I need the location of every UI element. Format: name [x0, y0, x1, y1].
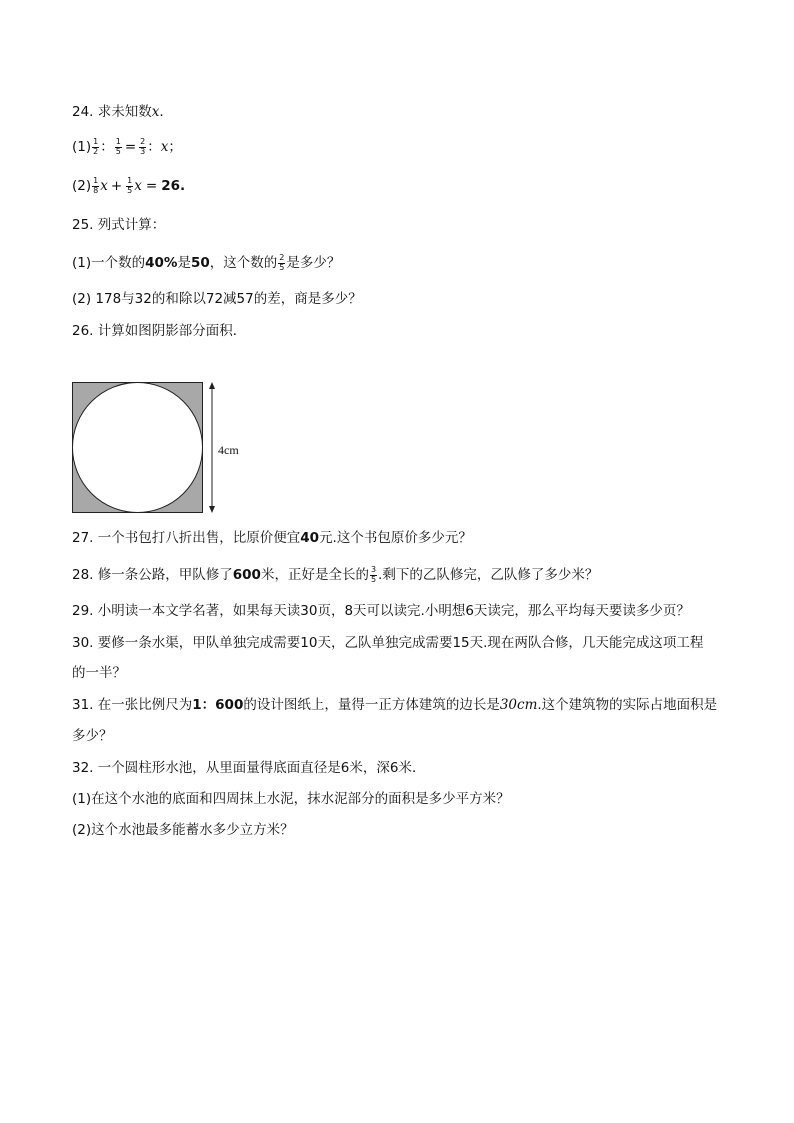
q32-part2: (2)这个水池最多能蓄水多少立方米？	[72, 822, 294, 838]
q28: 28. 修一条公路，甲队修了600米，正好是全长的 $\frac{3}{5}$ .剩下的乙队修完，乙队修了多少米？	[72, 565, 599, 584]
q25-part2: (2) 178与32的和除以72减57的差，商是多少？	[72, 291, 362, 307]
q31-line2: 多少？	[72, 728, 113, 744]
fraction: $\frac{1}{2}$	[93, 137, 99, 156]
fraction: $\frac{2}{3}$	[140, 137, 146, 156]
q24-title: 24. 求未知数x.	[72, 104, 164, 120]
q32-title: 32. 一个圆柱形水池，从里面量得底面直径是6米，深6米．	[72, 760, 426, 776]
q25-title: 25. 列式计算：	[72, 217, 166, 233]
fraction: $\frac{1}{5}$	[115, 137, 121, 156]
q30-line2: 的一半？	[72, 665, 126, 681]
q31-line1: 31. 在一张比例尺为1：600的设计图纸上，量得一正方体建筑的边长是30cm.这个建筑物的实际占地面积是	[72, 697, 718, 713]
q27: 27. 一个书包打八折出售，比原价便宜40元.这个书包原价多少元？	[72, 530, 472, 546]
q30-line1: 30. 要修一条水渠，甲队单独完成需要10天，乙队单独完成需要15天.现在两队合修，几天能完成这项工程	[72, 635, 704, 651]
q29: 29. 小明读一本文学名著，如果每天读30页，8天可以读完.小明想6天读完，那么平均每天要读多少页？	[72, 603, 690, 619]
q32-part1: (1)在这个水池的底面和四周抹上水泥，抹水泥部分的面积是多少平方米？	[72, 791, 510, 807]
dimension-label: 4cm	[218, 443, 239, 457]
fraction: $\frac{1}{8}$	[93, 176, 99, 195]
q25-part1: (1)一个数的40%是50，这个数的 $\frac{2}{5}$ 是多少？	[72, 253, 341, 272]
fraction: $\frac{3}{5}$	[370, 565, 377, 584]
fraction: $\frac{2}{5}$	[279, 253, 285, 272]
fraction: $\frac{1}{5}$	[127, 176, 133, 195]
inscribed-circle	[73, 383, 203, 513]
q26-title: 26. 计算如图阴影部分面积．	[72, 323, 247, 339]
q24-part1: (1) $\frac{1}{2}$ ： $\frac{1}{5}$ = $\frac{2}{3}$ ：x；	[72, 137, 182, 156]
q24-var: x	[151, 104, 160, 120]
q24-part2: (2) $\frac{1}{8}$ x + $\frac{1}{5}$ x = 26.	[72, 176, 186, 195]
arrow-down-icon	[209, 506, 215, 513]
arrow-up-icon	[209, 382, 215, 389]
shaded-area-figure	[72, 382, 252, 514]
